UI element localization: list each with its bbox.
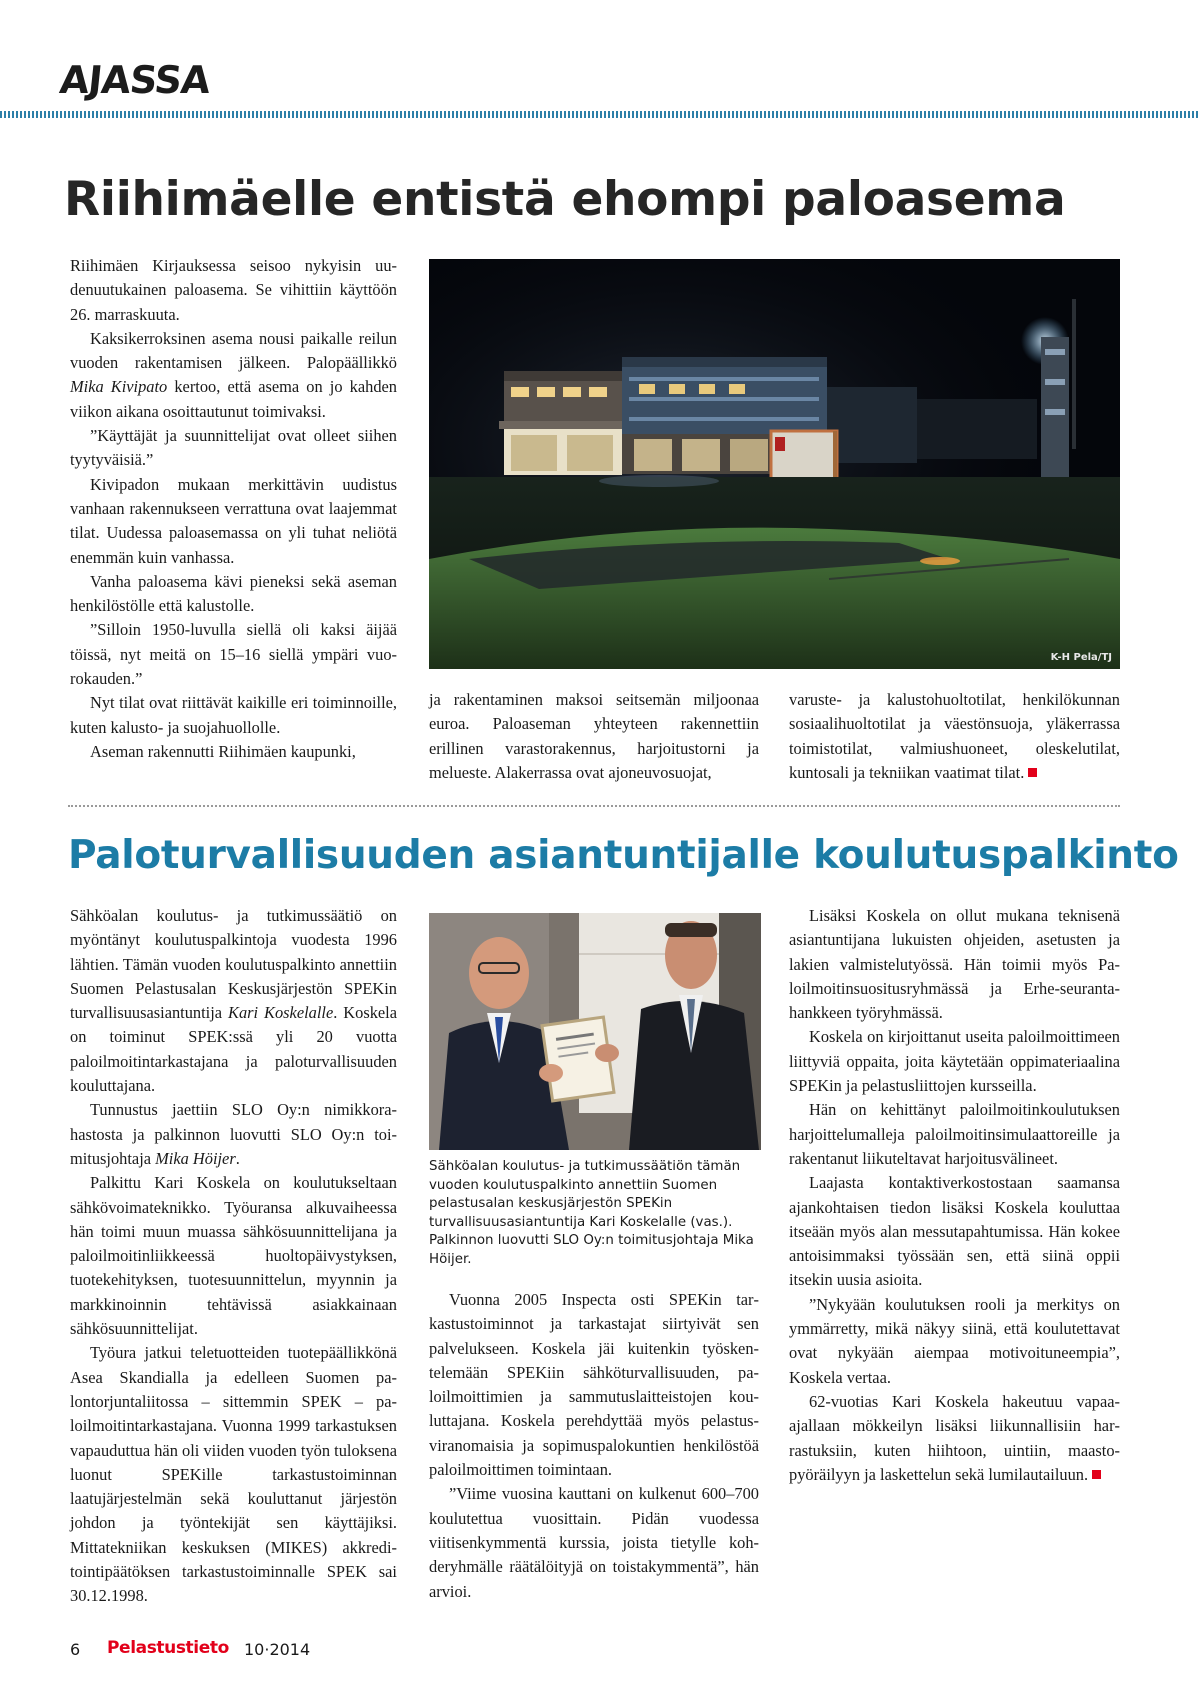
paragraph: ”Viime vuosina kauttani on kulkenut 600–700 koulutettua vuosittain. Pidän vuodessa viitisenkymmentä kurssia, joista tietylle kohderyhmälle räätälöityjä on toistakymmentä”, hän arvioi. [429, 1484, 759, 1601]
paragraph: Kaksikerroksinen asema nousi paikalle reilun vuoden rakentamisen jälkeen. Palopäällikkö Mika Kivipato kertoo, että asema on jo kahden viikon aikana osoittautunut toimivaksi. [70, 328, 397, 421]
paragraph: Tunnustus jaettiin SLO Oy:n nimikkorahastosta ja palkinnon luovutti SLO Oy:n toimitusjohtaja Mika Höijer. [70, 1100, 397, 1168]
section-tag: AJASSA [57, 58, 212, 102]
article-divider [68, 805, 1120, 807]
paragraph: Vanha paloasema kävi pieneksi sekä aseman henkilöstölle että kalustolle. [70, 571, 397, 616]
page-number: 6 [70, 1640, 81, 1659]
award-photo [429, 913, 761, 1150]
paragraph: ”Silloin 1950-luvulla siellä oli kaksi äijää töissä, nyt meitä on 15–16 siellä ympäri vuorokauden.” [70, 620, 397, 689]
paragraph: Hän on kehittänyt paloilmoitinkoulutuksen harjoittelumalleja paloilmoitinsimulaattoreille ja rakentanut liikuteltavat harjoitusvälineet. [789, 1100, 1120, 1168]
magazine-name: Pelastustieto [107, 1638, 229, 1658]
paragraph: varuste- ja kalustohuoltotilat, henkilökunnan sosiaalihuoltotilat ja väestönsuoja, yläkerrassa toimistotilat, valmiushuoneet, oleskelutilat, kuntosali ja tekniikan vaatimat tilat. [789, 690, 1120, 782]
photo-credit: K-H Pela/TJ [1050, 652, 1112, 663]
article2-column-2 [429, 1288, 759, 1604]
end-mark-icon [1092, 1470, 1101, 1479]
fire-station-illustration [429, 259, 1120, 669]
fire-station-photo [429, 259, 1120, 669]
article2-column-3 [789, 904, 1120, 1487]
article1-column-1 [70, 254, 397, 764]
article2-column-1 [70, 904, 397, 1609]
paragraph: Nyt tilat ovat riittävät kaikille eri toiminnoille, kuten kalusto- ja suojahuollolle. [70, 693, 397, 737]
end-mark-icon [1028, 768, 1037, 777]
photo-caption: Sähköalan koulutus- ja tutkimussäätiön tämän vuoden koulutuspalkinto annettiin Suomen pelastusalan keskusjärjestön SPEKin turvallisuusasiantuntija Kari Koskelalle (vas.). Palkinnon luovutti SLO Oy:n toimitusjohtaja Mika Höijer. [429, 1159, 754, 1267]
article2-headline: Paloturvallisuuden asiantuntijalle koulutuspalkinto [68, 833, 1179, 878]
article1-headline: Riihimäelle entistä ehompi paloasema [64, 172, 1066, 227]
article1-column-2 [429, 688, 759, 785]
paragraph: ja rakentaminen maksoi seitsemän miljoonaa euroa. Paloaseman yhteyteen rakennettiin erillinen varastorakennus, harjoitustorni ja melueste. Alakerrassa ovat ajoneuvosuojat, [429, 690, 759, 782]
paragraph: Aseman rakennutti Riihimäen kaupunki, [90, 741, 356, 761]
paragraph: Riihimäen Kirjauksessa seisoo nykyisin uudenuutukainen paloasema. Se vihittiin käyttöön 26. marraskuuta. [70, 256, 397, 324]
paragraph: Palkittu Kari Koskela on koulutukseltaan sähkövoimateknikko. Työuransa alkuvaiheessa hän toimi muun muassa sähkösuunnittelijana ja paloilmoitinliikkeessä huoltopäivystyksen, tuotekehityksen, tuotesuunnittelun, myynnin ja markkinoinnin tehtävissä asiakkainaan sähkösuunnittelijat. [70, 1173, 397, 1339]
paragraph: Koskela on kirjoittanut useita paloilmoittimeen liittyviä oppaita, joita käytetään oppimateriaalina SPEKin ja pelastusliittojen kursseilla. [789, 1027, 1120, 1096]
paragraph: Työura jatkui teletuotteiden tuotepäällikkönä Asea Skandialla ja edelleen Suomen palontorjuntaliitossa – sittemmin SPEK – paloilmoitintarkastajana. Vuonna 1999 tarkastuksen vapauduttua hän oli viiden vuoden työn tuloksena luonut SPEKille tarkastustoiminnan laatujärjestelmän sekä kouluttanut järjestön johdon ja työntekijät sen käyttäjiksi. Mittatekniikan keskuksen (MIKES) akkreditointipäätöksen tarkastustoiminnalle SPEK sai 30.12.1998. [70, 1343, 397, 1606]
article1-column-3 [789, 688, 1120, 785]
header-rule [0, 111, 1199, 118]
paragraph: Sähköalan koulutus- ja tutkimussäätiö on myöntänyt koulutuspalkintoja vuodesta 1996 lähtien. Tämän vuoden koulutuspalkinto annettiin Suomen Pelastusalan Keskusjärjestön SPEKin turvallisuusasiantuntija Kari Koskelalle. Koskela on toiminut SPEK:ssä yli 20 vuotta paloilmoitintarkastajana ja paloturvallisuuden kouluttajana. [70, 906, 397, 1096]
award-handover-illustration [429, 913, 761, 1150]
issue-number: 10·2014 [244, 1640, 311, 1659]
paragraph: ”Nykyään koulutuksen rooli ja merkitys on ymmärretty, mikä näkyy siinä, että koulutettavat ovat nykyään aiempaa motivoituneempia”, Koskela vertaa. [789, 1294, 1120, 1387]
paragraph: Laajasta kontaktiverkostostaan saamansa ajankohtaisen tiedon lisäksi Koskela kouluttaa itseään myös alan messutapahtumissa. Hän kokee antoisimmaksi työssään sen, että siinä oppii itsekin uusia asioita. [789, 1173, 1120, 1290]
paragraph: ”Käyttäjät ja suunnittelijat ovat olleet siihen tyytyväisiä.” [70, 426, 397, 470]
paragraph: Lisäksi Koskela on ollut mukana teknisenä asiantuntijana lukuisten ohjeiden, asetusten ja lakien valmistelutyössä. Hän toimii myös Paloilmoitinsuositusryhmässä ja Erhe-seurantahankkeen työryhmässä. [789, 906, 1120, 1023]
paragraph: 62-vuotias Kari Koskela hakeutuu vapaaajallaan mökkeilyn lisäksi liikunnallisiin harrastuksiin, kuten hiihtoon, uintiin, maastopyöräilyyn ja laskettelun sekä lumilautailuun. [789, 1391, 1120, 1484]
paragraph: Kivipadon mukaan merkittävin uudistus vanhaan rakennukseen verrattuna ovat laajemmat tilat. Uudessa paloasemassa on yli tuhat neliötä enemmän kuin vanhassa. [70, 474, 397, 567]
paragraph: Vuonna 2005 Inspecta osti SPEKin tarkastustoiminnot ja tarkastajat siirtyivät sen palvelukseen. Koskela jäi kuitenkin työskentelemään SPEKiin sähköturvallisuuden, paloilmoittimien ja sammutuslaitteistojen kouluttajana. Koskela perehdyttää myös pelastusviranomaisia ja sopimuspalokuntien henkilöstöä paloilmoittimen toimintaan. [429, 1290, 759, 1480]
